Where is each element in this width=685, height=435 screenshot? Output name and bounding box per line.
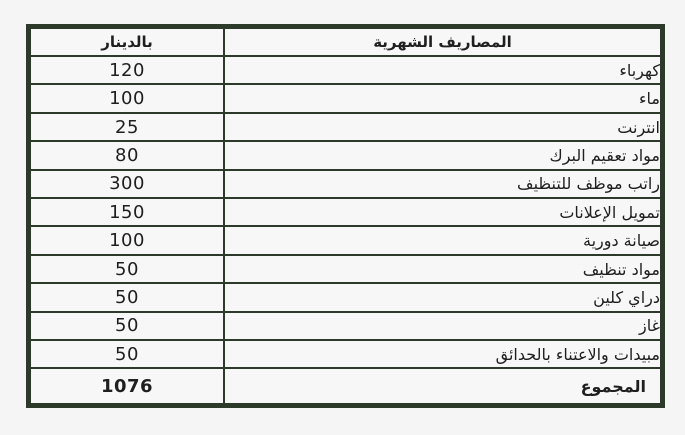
row-value: 100 (30, 226, 224, 254)
row-value: 150 (30, 198, 224, 226)
table-row (30, 56, 661, 84)
row-item: دراي كلين (224, 283, 661, 311)
row-value: 300 (30, 170, 224, 198)
table-row (30, 141, 661, 169)
row-value: 50 (30, 283, 224, 311)
table-row (30, 283, 661, 311)
row-item: تمويل الإعلانات (224, 198, 661, 226)
row-item: كهرباء (224, 56, 661, 84)
row-item: ماء (224, 84, 661, 112)
row-value: 50 (30, 255, 224, 283)
monthly-expenses-table (29, 27, 662, 405)
header-item: المصاريف الشهرية (224, 28, 661, 56)
table-row (30, 84, 661, 112)
row-item: مبيدات والاعتناء بالحدائق (224, 340, 661, 368)
total-row (30, 368, 661, 404)
table-row (30, 312, 661, 340)
header-value: بالدينار (30, 28, 224, 56)
row-item: غاز (224, 312, 661, 340)
row-item: مواد تنظيف (224, 255, 661, 283)
expenses-table-frame (26, 24, 665, 408)
table-header-row (30, 28, 661, 56)
row-item: مواد تعقيم البرك (224, 141, 661, 169)
table-row (30, 198, 661, 226)
row-value: 50 (30, 312, 224, 340)
total-label: المجموع (224, 368, 661, 404)
table-row (30, 170, 661, 198)
row-value: 25 (30, 113, 224, 141)
row-item: راتب موظف للتنظيف (224, 170, 661, 198)
row-value: 120 (30, 56, 224, 84)
table-row (30, 255, 661, 283)
row-item: صيانة دورية (224, 226, 661, 254)
row-value: 80 (30, 141, 224, 169)
row-item: انترنت (224, 113, 661, 141)
table-row (30, 340, 661, 368)
row-value: 50 (30, 340, 224, 368)
table-row (30, 113, 661, 141)
row-value: 100 (30, 84, 224, 112)
table-row (30, 226, 661, 254)
total-value: 1076 (30, 368, 224, 404)
